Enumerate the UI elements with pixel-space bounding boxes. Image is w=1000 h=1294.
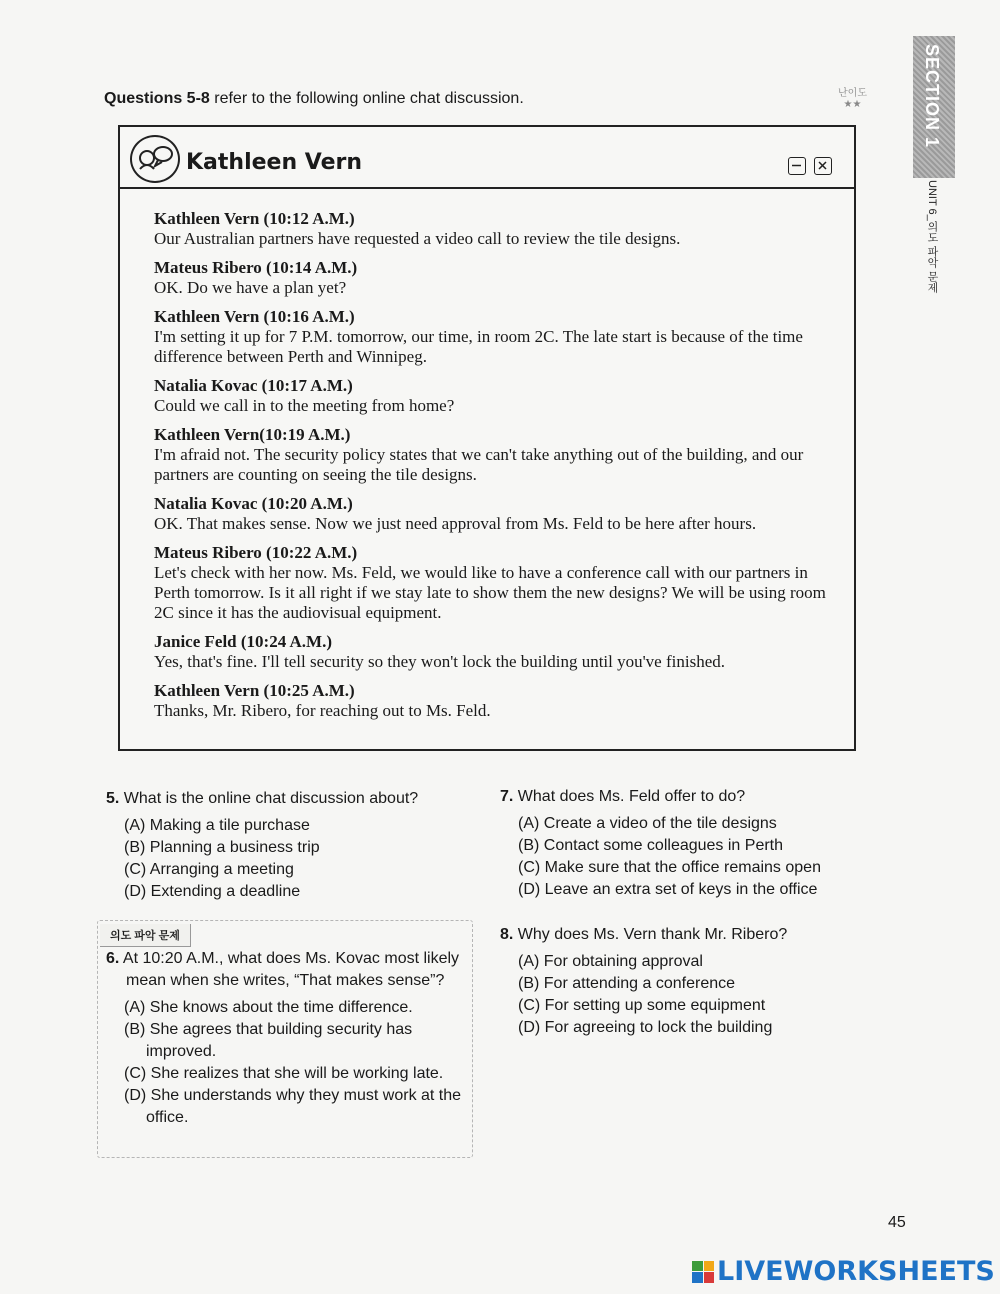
question-stem: [500, 924, 860, 946]
message-text: Yes, that's fine. I'll tell security so they won't lock the building until you've finished.: [154, 652, 725, 671]
message-author: Natalia Kovac (10:20 A.M.): [154, 494, 353, 513]
intro-bold: Questions 5-8: [104, 90, 210, 107]
difficulty-stars: ★★: [843, 99, 862, 110]
chat-message: [154, 632, 834, 672]
chat-message: [154, 681, 834, 721]
brand-footer: [692, 1256, 995, 1287]
page-number: 45: [888, 1214, 906, 1231]
message-author: Mateus Ribero (10:14 A.M.): [154, 258, 358, 277]
message-author: Kathleen Vern(10:19 A.M.): [154, 425, 351, 444]
answer-option[interactable]: (B) Contact some colleagues in Perth: [518, 837, 784, 854]
answer-option[interactable]: (D) Extending a deadline: [124, 883, 301, 900]
message-text: Our Australian partners have requested a video call to review the tile designs.: [154, 229, 681, 248]
message-text: Let's check with her now. Ms. Feld, we would like to have a conference call with our partners in Perth tomorrow. Is it all right if we stay late to show them the new designs? We will be using room 2C since it has the audiovisual equipment.: [154, 563, 826, 622]
chat-message: [154, 307, 834, 367]
answer-option[interactable]: (C) For setting up some equipment: [518, 997, 766, 1014]
message-text: I'm setting it up for 7 P.M. tomorrow, our time, in room 2C. The late start is because of the time difference between Perth and Winnipeg.: [154, 327, 803, 366]
question-number: 5.: [106, 790, 120, 807]
close-icon: [814, 157, 832, 175]
difficulty-label: 난이도: [838, 88, 867, 99]
message-author: Kathleen Vern (10:16 A.M.): [154, 307, 355, 326]
question-8: [500, 924, 860, 1039]
answer-option[interactable]: (D) She understands why they must work at the office.: [124, 1087, 462, 1126]
message-text: I'm afraid not. The security policy states that we can't take anything out of the building, and our partners are counting on seeing the tile designs.: [154, 445, 804, 484]
answer-option[interactable]: (A) She knows about the time difference.: [124, 999, 413, 1016]
chat-header: [120, 127, 854, 189]
answer-option[interactable]: (C) She realizes that she will be working late.: [124, 1065, 444, 1082]
chat-message: [154, 425, 834, 485]
chat-message: [154, 543, 834, 623]
message-author: Kathleen Vern (10:12 A.M.): [154, 209, 355, 228]
message-text: OK. Do we have a plan yet?: [154, 278, 347, 297]
chat-messages: [154, 209, 834, 730]
answer-option[interactable]: (A) Making a tile purchase: [124, 817, 310, 834]
unit-label: UNIT 6_의도 파악 문제: [926, 180, 938, 293]
difficulty-badge: [838, 88, 867, 110]
answer-option[interactable]: (A) Create a video of the tile designs: [518, 815, 777, 832]
intro-rest: refer to the following online chat discussion.: [209, 90, 524, 107]
answer-option[interactable]: (B) For attending a conference: [518, 975, 736, 992]
section-tab: [913, 36, 955, 178]
question-text: Why does Ms. Vern thank Mr. Ribero?: [513, 926, 788, 943]
message-author: Mateus Ribero (10:22 A.M.): [154, 543, 358, 562]
question-number: 6.: [106, 950, 120, 967]
answer-option[interactable]: (B) She agrees that building security has improved.: [124, 1021, 413, 1060]
message-text: Thanks, Mr. Ribero, for reaching out to Ms. Feld.: [154, 701, 491, 720]
question-stem: [106, 788, 476, 810]
message-author: Natalia Kovac (10:17 A.M.): [154, 376, 353, 395]
section-tab-label: SECTION 1: [922, 44, 942, 149]
answer-option[interactable]: (C) Arranging a meeting: [124, 861, 294, 878]
question-6: [106, 948, 468, 1129]
question-number: 8.: [500, 926, 514, 943]
chat-window: [118, 125, 856, 751]
question-stem: [106, 948, 468, 992]
chat-message: [154, 258, 834, 298]
brand-name: LIVEWORKSHEETS: [717, 1256, 995, 1287]
chat-message: [154, 209, 834, 249]
question-number: 7.: [500, 788, 514, 805]
chat-people-icon: [130, 135, 180, 183]
question-7: [500, 786, 860, 901]
question-text: What does Ms. Feld offer to do?: [513, 788, 746, 805]
chat-title: Kathleen Vern: [186, 150, 363, 175]
message-author: Janice Feld (10:24 A.M.): [154, 632, 332, 651]
liveworksheets-logo-icon: [692, 1261, 714, 1283]
passage-intro: [104, 90, 524, 108]
question-text: At 10:20 A.M., what does Ms. Kovac most likely mean when she writes, “That makes sense”?: [119, 950, 460, 989]
answer-option[interactable]: (A) For obtaining approval: [518, 953, 703, 970]
question-type-label: 의도 파악 문제: [100, 924, 191, 947]
message-text: OK. That makes sense. Now we just need approval from Ms. Feld to be here after hours.: [154, 514, 757, 533]
chat-message: [154, 376, 834, 416]
chat-message: [154, 494, 834, 534]
answer-option[interactable]: (B) Planning a business trip: [124, 839, 320, 856]
question-stem: [500, 786, 860, 808]
answer-option[interactable]: (D) For agreeing to lock the building: [518, 1019, 773, 1036]
question-5: [106, 788, 476, 903]
answer-option[interactable]: (C) Make sure that the office remains open: [518, 859, 821, 876]
answer-option[interactable]: (D) Leave an extra set of keys in the office: [518, 881, 818, 898]
message-author: Kathleen Vern (10:25 A.M.): [154, 681, 355, 700]
question-text: What is the online chat discussion about?: [119, 790, 419, 807]
message-text: Could we call in to the meeting from home?: [154, 396, 455, 415]
minimize-icon: [788, 157, 806, 175]
